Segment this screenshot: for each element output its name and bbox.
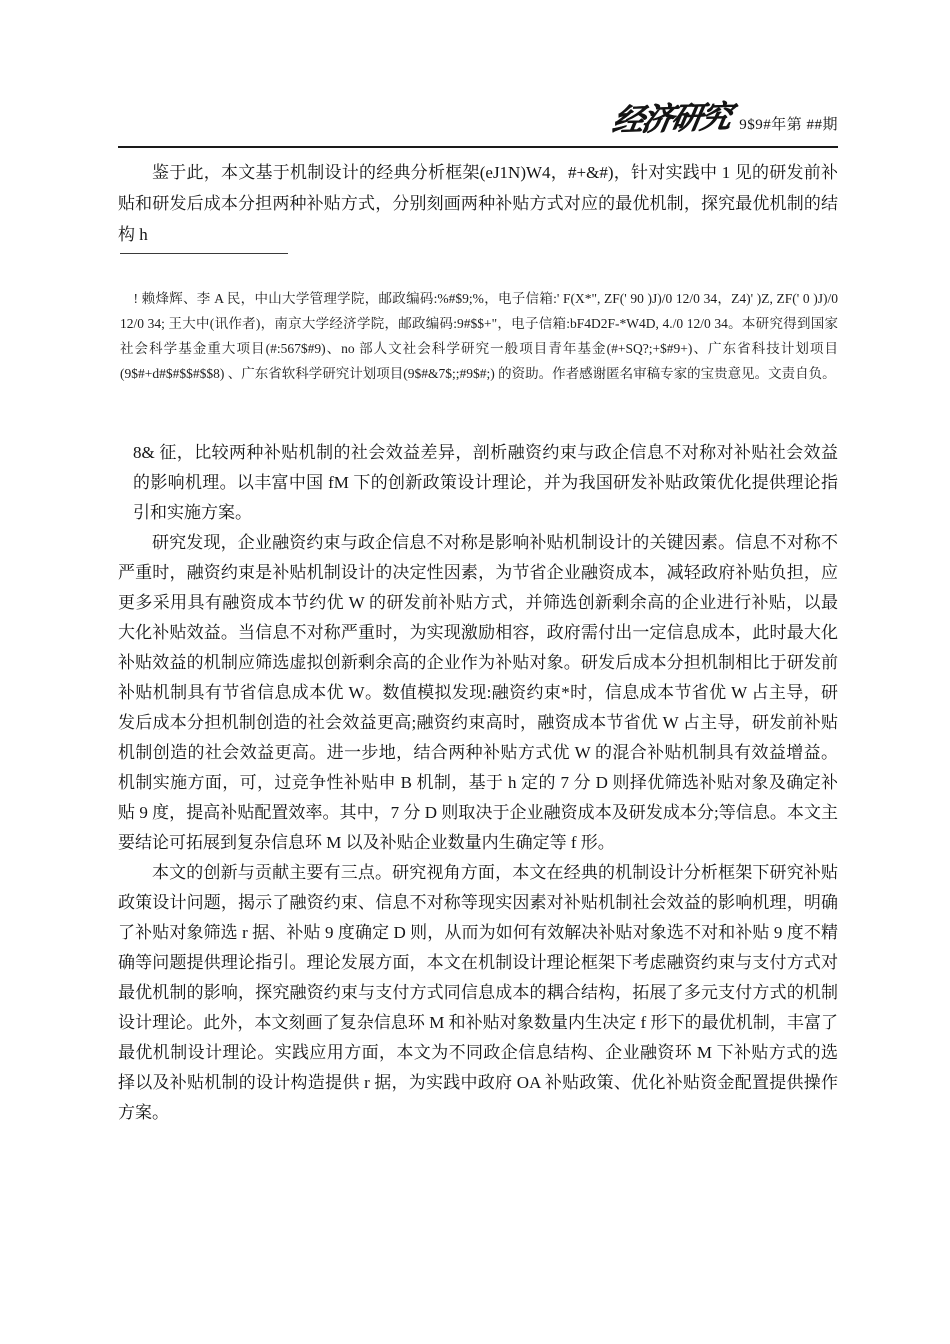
page-header: [609, 98, 838, 140]
footnote-separator: [120, 253, 288, 254]
abstract-continuation-paragraph: 8& 征，比较两种补贴机制的社会效益差异，剖析融资约束与政企信息不对称对补贴社会效益的影响机理。以丰富中国 fM 下的创新政策设计理论，并为我国研发补贴政策优化提供理论指引和实施方案。: [133, 443, 838, 522]
footnote-text: ! 赖烽辉、李 A 民，中山大学管理学院，邮政编码:%#$9;%，电子信箱:' F(X*", ZF(' 90 )J)/0 12/0 34，Z4)' )Z, ZF(' 0 )J)/0 12/0 34; 王大中(讯作者)，南京大学经济学院，邮政编码:9#$$+"，电子信箱:bF4D2F-*W4D, 4./0 12/0 34。本研究得到国家社会科学基金重大项目(#:567$#9)、no 部人文社会科学研究一般项目青年基金(#+SQ?;+$#9+)、广东省科技计划项目(9$#+d#$#$$#$$8) 、广东省软科学研究计划项目(9$#&7$;;#9$#;) 的资助。作者感谢匿名审稿专家的宝贵意见。文责自负。: [120, 291, 838, 381]
issue-info: 9$9#年第 ##期: [739, 117, 838, 133]
contributions-paragraph: 本文的创新与贡献主要有三点。研究视角方面，本文在经典的机制设计分析框架下研究补贴政策设计问题，揭示了融资约束、信息不对称等现实因素对补贴机制社会效益的影响机理，明确了补贴对象筛选 r 据、补贴 9 度确定 D 则，从而为如何有效解决补贴对象选不对和补贴 9 度不精确等问题提供理论指引。理论发展方面，本文在机制设计理论框架下考虑融资约束与支付方式对最优机制的影响，探究融资约束与支付方式同信息成本的耦合结构，拓展了多元支付方式的机制设计理论。此外，本文刻画了复杂信息环 M 和补贴对象数量内生决定 f 形下的最优机制，丰富了最优机制设计理论。实践应用方面，本文为不同政企信息结构、企业融资环 M 下补贴方式的选择以及补贴机制的设计构造提供 r 据，为实践中政府 OA 补贴政策、优化补贴资金配置提供操作方案。: [118, 863, 838, 1122]
journal-logo: 经济研究: [609, 98, 733, 140]
findings-paragraph: 研究发现，企业融资约束与政企信息不对称是影响补贴机制设计的关键因素。信息不对称不严重时，融资约束是补贴机制设计的决定性因素，为节省企业融资成本，减轻政府补贴负担，应更多采用具有融资成本节约优 W 的研发前补贴方式，并筛选创新剩余高的企业进行补贴，以最大化补贴效益。当信息不对称严重时，为实现激励相容，政府需付出一定信息成本，此时最大化补贴效益的机制应筛选虚拟创新剩余高的企业作为补贴对象。研发后成本分担机制相比于研发前补贴机制具有节省信息成本优 W。数值模拟发现:融资约束*时，信息成本节省优 W 占主导，研发后成本分担机制创造的社会效益更高;融资约束高时，融资成本节省优 W 占主导，研发前补贴机制创造的社会效益更高。进一步地，结合两种补贴方式优 W 的混合补贴机制具有效益增益。机制实施方面，可，过竞争性补贴申 B 机制，基于 h 定的 7 分 D 则择优筛选补贴对象及确定补贴 9 度，提高补贴配置效率。其中，7 分 D 则取决于企业融资成本及研发成本分;等信息。本文主要结论可拓展到复杂信息环 M 以及补贴企业数量内生确定等 f 形。: [118, 533, 838, 852]
header-rule: [118, 146, 838, 148]
intro-paragraph: 鉴于此，本文基于机制设计的经典分析框架(eJ1N)W4，#+&#)，针对实践中 1 见的研发前补贴和研发后成本分担两种补贴方式，分别刻画两种补贴方式对应的最优机制，探究最优机制的结构 h: [118, 163, 838, 244]
main-text-block: [118, 438, 838, 1128]
